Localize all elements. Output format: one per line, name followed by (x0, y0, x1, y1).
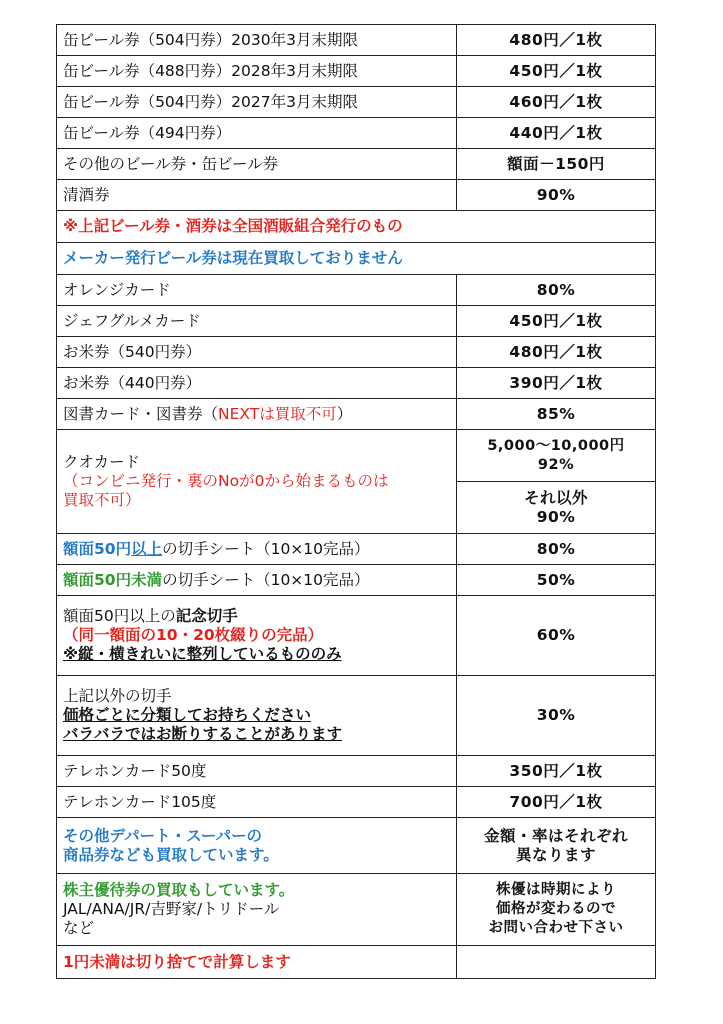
item-price: 390円／1枚 (457, 368, 656, 399)
rounding-note: 1円未満は切り捨てで計算します (57, 946, 457, 979)
item-price: 700円／1枚 (457, 787, 656, 818)
item-price (457, 946, 656, 979)
item-label: テレホンカード105度 (57, 787, 457, 818)
table-row (57, 596, 656, 676)
label-text: 記念切手 (175, 607, 238, 625)
item-price: 450円／1枚 (457, 306, 656, 337)
item-price: 85% (457, 399, 656, 430)
table-row (57, 399, 656, 430)
condition-note: ※縦・横きれいに整列しているもののみ (63, 645, 342, 663)
label-text: など (63, 919, 95, 937)
item-label: テレホンカード50度 (57, 756, 457, 787)
item-label (57, 565, 457, 596)
price-note: お問い合わせ下さい (488, 920, 624, 936)
item-label (57, 818, 457, 874)
price-condition: 5,000～10,000円 (487, 437, 625, 454)
item-label (57, 430, 457, 534)
item-label: オレンジカード (57, 275, 457, 306)
label-text: 以上 (131, 539, 163, 558)
item-price (457, 430, 656, 482)
note-row (57, 243, 656, 275)
label-text: その他デパート・スーパーの (63, 826, 263, 845)
item-price: 30% (457, 676, 656, 756)
table-row (57, 787, 656, 818)
label-text: 図書カード・図書券（ (63, 404, 219, 423)
table-row (57, 87, 656, 118)
item-price (457, 874, 656, 946)
table-row (57, 430, 656, 482)
label-text: 上記以外の切手 (63, 687, 172, 705)
label-text: クオカード (63, 453, 141, 471)
item-price: 90% (457, 180, 656, 211)
table-row (57, 306, 656, 337)
table-row (57, 676, 656, 756)
price-note: 価格が変わるので (496, 901, 616, 917)
table-row (57, 874, 656, 946)
item-label: ジェフグルメカード (57, 306, 457, 337)
condition-note: 価格ごとに分類してお持ちください (63, 706, 312, 724)
item-label (57, 676, 457, 756)
label-text: JAL/ANA/JR/吉野家/トリドール (63, 900, 280, 918)
label-text: 額面50円以上の (63, 607, 176, 625)
label-text: 額面50円 (63, 539, 132, 558)
table-row (57, 180, 656, 211)
table-row (57, 756, 656, 787)
label-text: 株主優待券の買取もしています。 (63, 881, 295, 899)
item-label: 缶ビール券（494円券） (57, 118, 457, 149)
item-price: 額面－150円 (457, 149, 656, 180)
price-rate: 90% (536, 507, 576, 526)
item-label (57, 534, 457, 565)
item-label: 清酒券 (57, 180, 457, 211)
item-price (457, 482, 656, 534)
table-row (57, 275, 656, 306)
price-condition: それ以外 (523, 488, 588, 507)
item-label: 缶ビール券（488円券）2028年3月末期限 (57, 56, 457, 87)
price-rate: 92% (537, 456, 575, 473)
item-label: お米券（540円券） (57, 337, 457, 368)
item-label: 缶ビール券（504円券）2027年3月末期限 (57, 87, 457, 118)
table-row (57, 118, 656, 149)
beer-ticket-note: ※上記ビール券・酒券は全国酒販組合発行のもの (57, 211, 656, 243)
label-text: の切手シート（10×10完品） (162, 570, 370, 589)
price-note: 株優は時期により (496, 882, 616, 898)
item-label (57, 874, 457, 946)
item-label: お米券（440円券） (57, 368, 457, 399)
item-label: その他のビール券・缶ビール券 (57, 149, 457, 180)
table-row (57, 534, 656, 565)
item-price: 440円／1枚 (457, 118, 656, 149)
label-text: ） (336, 404, 353, 423)
item-label (57, 399, 457, 430)
item-price: 450円／1枚 (457, 56, 656, 87)
label-text: の切手シート（10×10完品） (162, 539, 370, 558)
condition-note: バラバラではお断りすることがあります (63, 725, 343, 743)
price-note: 異なります (515, 845, 596, 864)
table-row (57, 25, 656, 56)
item-price: 350円／1枚 (457, 756, 656, 787)
item-price: 460円／1枚 (457, 87, 656, 118)
table-row (57, 149, 656, 180)
item-price: 80% (457, 534, 656, 565)
exclusion-note: 買取不可） (63, 491, 141, 509)
condition-note: （同一額面の10・20枚綴りの完品） (63, 626, 324, 644)
exclusion-note: （コンビニ発行・裏のNoが0から始まるものは (63, 472, 389, 490)
table-row (57, 337, 656, 368)
note-row (57, 211, 656, 243)
table-row (57, 368, 656, 399)
item-label: 缶ビール券（504円券）2030年3月末期限 (57, 25, 457, 56)
table-row (57, 565, 656, 596)
label-text: 商品券なども買取しています。 (63, 845, 279, 864)
item-price: 50% (457, 565, 656, 596)
item-price: 60% (457, 596, 656, 676)
item-price: 480円／1枚 (457, 25, 656, 56)
exclusion-note: NEXTは買取不可 (218, 404, 337, 423)
table-row (57, 818, 656, 874)
price-note: 金額・率はそれぞれ (483, 826, 628, 845)
note-row (57, 946, 656, 979)
table-row (57, 56, 656, 87)
label-text: 額面50円未満 (63, 570, 163, 589)
maker-ticket-note: メーカー発行ビール券は現在買取しておりません (57, 243, 656, 275)
item-price: 480円／1枚 (457, 337, 656, 368)
item-price: 80% (457, 275, 656, 306)
item-label (57, 596, 457, 676)
item-price (457, 818, 656, 874)
price-table (56, 24, 656, 979)
